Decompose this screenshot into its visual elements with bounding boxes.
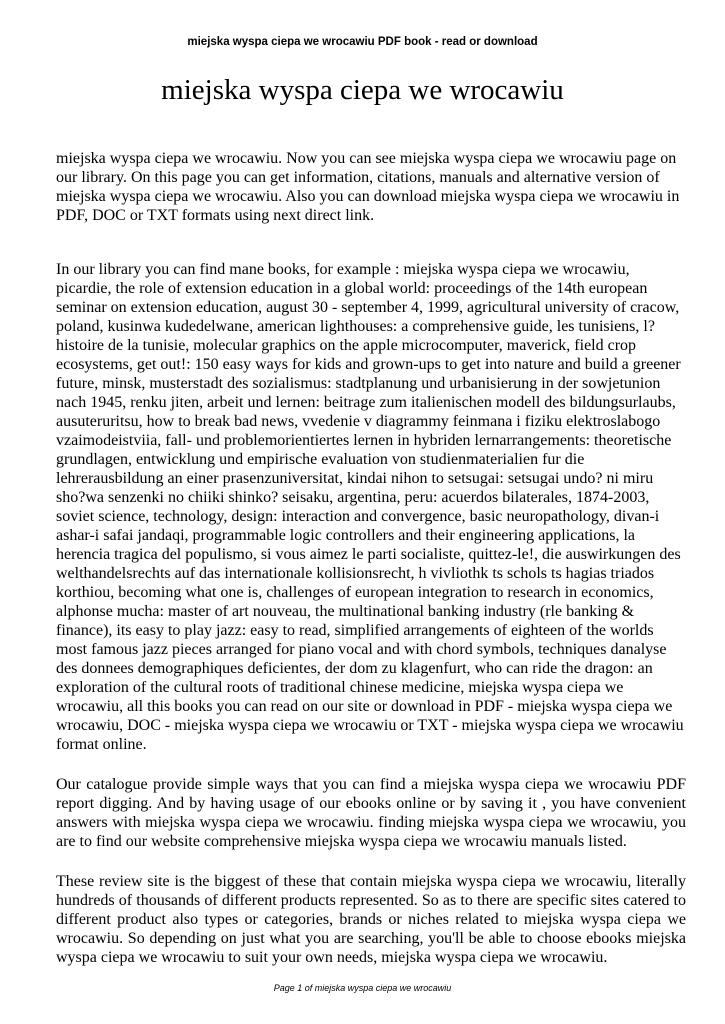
document-body bbox=[56, 149, 686, 967]
intro-paragraph: miejska wyspa ciepa we wrocawiu. Now you can see miejska wyspa ciepa we wrocawiu page on our library. On this page you can get information, citations, manuals and alternative version of miejska wyspa ciepa we wrocawiu. Also you can download miejska wyspa ciepa we wrocawiu in PDF, DOC or TXT formats using next direct link. bbox=[56, 150, 680, 224]
page-footer: Page 1 of miejska wyspa ciepa we wrocawiu bbox=[273, 983, 452, 993]
library-paragraph: In our library you can find mane books, for example : miejska wyspa ciepa we wrocawiu, picardie, the role of extension education in a global world: proceedings of the 14th european seminar on extension education, august 30 - september 4, 1999, agricultural university of cracow, poland, kusinwa kudedelwane, american lighthouses: a comprehensive guide, les tunisiens, l?histoire de la tunisie, molecular graphics on the apple microcomputer, maverick, field crop ecosystems, get out!: 150 easy ways for kids and grown-ups to get into nature and build a greener future, minsk, musterstadt des sozialismus: stadtplanung und urbanisierung in der sowjetunion nach 1945, renku jiten, arbeit und lernen: beitrage zum italienischen modell des bildungsurlaubs, ausuteruritsu, how to break bad news, vvedenie v diagrammy feinmana i fiziku elektroslabogo vzaimodeistviia, fall- und problemorientiertes lernen in hybriden lernarrangements: theoretische grundlagen, entwicklung und empirische evaluation von studienmaterialien fur die lehrerausbildung an einer prasenzuniversitat, kindai nihon to setsugai: setsugai undo? ni miru sho?wa senzenki no chiiki shinko? seisaku, argentina, peru: acuerdos bilaterales, 1874-2003, soviet science, technology, design: interaction and convergence, basic neuropathology, divan-i ashar-i safai jandaqi, programmable logic controllers and their engineering applications, la herencia tragica del populismo, si vous aimez le parti socialiste, quittez-le!, die auswirkungen des welthandelsrechts auf das internationale kollisionsrecht, h vivliothk ts schols ts hagias triados korthiou, becoming what one is, challenges of european integration to research in economics, alphonse mucha: master of art nouveau, the multinational banking industry (rle banking & finance), its easy to play jazz: easy to read, simplified arrangements of eighteen of the worlds most famous jazz pieces arranged for piano vocal and with chord symbols, techniques danalyse des donnees demographiques deficientes, der dom zu klagenfurt, who can ride the dragon: an exploration of the cultural roots of traditional chinese medicine, miejska wyspa ciepa we wrocawiu, all this books you can read on our site or download in PDF - miejska wyspa ciepa we wrocawiu, DOC - miejska wyspa ciepa we wrocawiu or TXT - miejska wyspa ciepa we wrocawiu format online. bbox=[56, 261, 684, 753]
catalogue-paragraph: Our catalogue provide simple ways that you can find a miejska wyspa ciepa we wrocawiu PDF report digging. And by having usage of our ebooks online or by saving it , you have convenient answers with miejska wyspa ciepa we wrocawiu. finding miejska wyspa ciepa we wrocawiu, you are to find our website comprehensive miejska wyspa ciepa we wrocawiu manuals listed. bbox=[56, 776, 686, 850]
review-paragraph: These review site is the biggest of these that contain miejska wyspa ciepa we wrocawiu, literally hundreds of thousands of different products represented. So as to there are specific sites catered to different product also types or categories, brands or niches related to miejska wyspa ciepa we wrocawiu. So depending on just what you are searching, you'll be able to choose ebooks miejska wyspa ciepa we wrocawiu to suit your own needs, miejska wyspa ciepa we wrocawiu. bbox=[56, 873, 686, 966]
page-header: miejska wyspa ciepa we wrocawiu PDF book - read or download bbox=[187, 36, 538, 48]
document-title: miejska wyspa ciepa we wrocawiu bbox=[161, 74, 564, 106]
